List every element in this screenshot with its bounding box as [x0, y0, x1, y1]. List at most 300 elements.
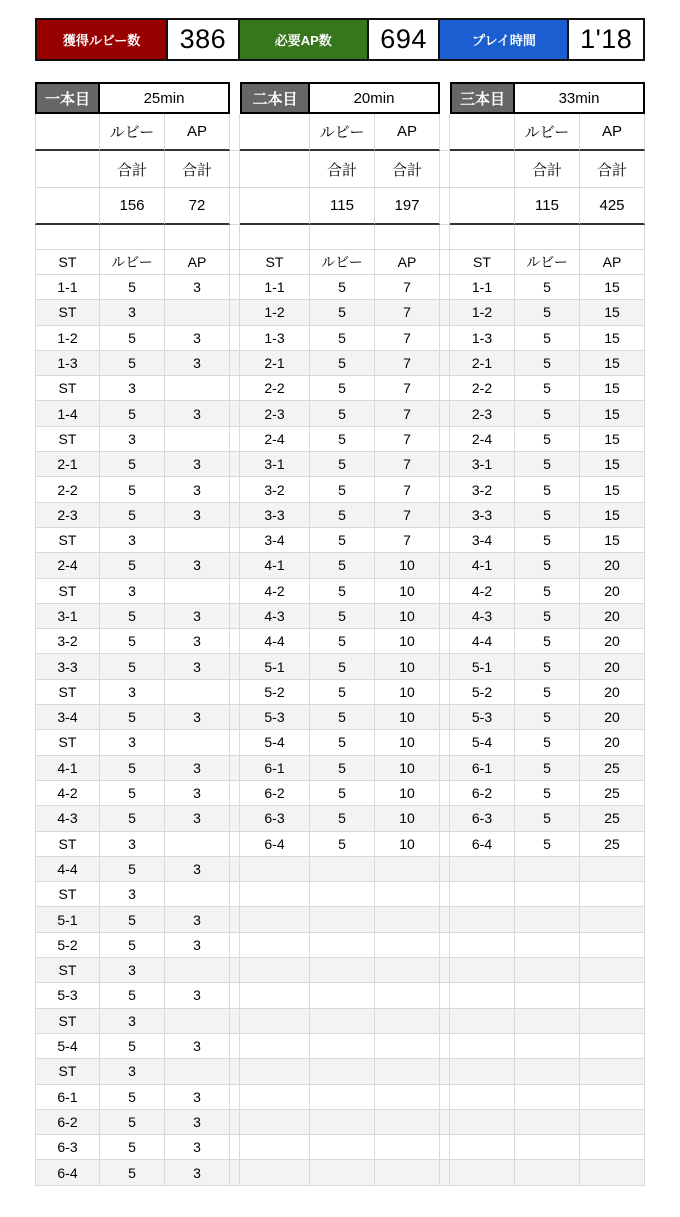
ap-cell[interactable] [165, 958, 230, 983]
stage-cell[interactable] [450, 1085, 515, 1110]
stage-cell[interactable]: 5-1 [35, 907, 100, 932]
stage-cell[interactable] [450, 983, 515, 1008]
stage-cell[interactable] [240, 1110, 310, 1135]
ap-cell[interactable] [375, 1059, 440, 1084]
ap-cell[interactable]: 15 [580, 300, 645, 325]
stage-cell[interactable]: 1-3 [240, 326, 310, 351]
stage-cell[interactable]: 3-2 [240, 477, 310, 502]
ap-cell[interactable] [165, 579, 230, 604]
ruby-cell[interactable]: 5 [515, 680, 580, 705]
stage-cell[interactable]: 1-2 [450, 300, 515, 325]
stage-cell[interactable] [240, 933, 310, 958]
stage-cell[interactable] [450, 1009, 515, 1034]
stage-cell[interactable]: ST [35, 680, 100, 705]
stage-cell[interactable] [240, 1160, 310, 1185]
ruby-cell[interactable]: 5 [515, 452, 580, 477]
ap-cell[interactable]: 15 [580, 477, 645, 502]
ap-cell[interactable]: 7 [375, 326, 440, 351]
ruby-cell[interactable] [515, 882, 580, 907]
ruby-cell[interactable] [310, 958, 375, 983]
ruby-cell[interactable]: 5 [310, 452, 375, 477]
ap-cell[interactable]: 20 [580, 553, 645, 578]
ruby-cell[interactable]: 5 [100, 907, 165, 932]
ap-cell[interactable] [580, 1059, 645, 1084]
ap-cell[interactable] [580, 882, 645, 907]
stage-cell[interactable]: 4-4 [240, 629, 310, 654]
stage-cell[interactable]: 6-4 [450, 832, 515, 857]
ruby-cell[interactable]: 5 [515, 477, 580, 502]
ruby-cell[interactable]: 5 [515, 351, 580, 376]
ruby-cell[interactable]: 5 [515, 781, 580, 806]
ap-cell[interactable] [375, 1034, 440, 1059]
ruby-cell[interactable]: 5 [100, 553, 165, 578]
ap-cell[interactable]: 3 [165, 781, 230, 806]
ruby-cell[interactable] [515, 1009, 580, 1034]
ruby-cell[interactable]: 3 [100, 730, 165, 755]
ap-cell[interactable]: 3 [165, 857, 230, 882]
ap-cell[interactable] [375, 1135, 440, 1160]
ap-cell[interactable]: 3 [165, 705, 230, 730]
ruby-cell[interactable] [310, 882, 375, 907]
stage-cell[interactable] [450, 857, 515, 882]
ap-cell[interactable] [375, 907, 440, 932]
ruby-cell[interactable]: 5 [515, 629, 580, 654]
stage-cell[interactable]: 6-3 [450, 806, 515, 831]
ap-cell[interactable] [165, 1059, 230, 1084]
ap-cell[interactable] [580, 933, 645, 958]
stage-cell[interactable] [450, 1135, 515, 1160]
stage-cell[interactable]: ST [35, 1059, 100, 1084]
stage-cell[interactable]: ST [35, 1009, 100, 1034]
ruby-cell[interactable]: 5 [515, 730, 580, 755]
ap-cell[interactable]: 3 [165, 326, 230, 351]
ap-cell[interactable] [165, 832, 230, 857]
stage-cell[interactable] [240, 1085, 310, 1110]
stage-cell[interactable]: 2-1 [450, 351, 515, 376]
ruby-cell[interactable]: 5 [515, 579, 580, 604]
ruby-cell[interactable]: 5 [100, 452, 165, 477]
ruby-cell[interactable] [515, 1034, 580, 1059]
stage-cell[interactable] [240, 983, 310, 1008]
ruby-cell[interactable]: 5 [100, 477, 165, 502]
ap-cell[interactable] [375, 933, 440, 958]
ap-cell[interactable] [580, 857, 645, 882]
stage-cell[interactable]: 2-2 [35, 477, 100, 502]
stage-cell[interactable]: 5-1 [240, 654, 310, 679]
stage-cell[interactable]: ST [35, 300, 100, 325]
stage-cell[interactable] [240, 1009, 310, 1034]
ap-cell[interactable]: 7 [375, 503, 440, 528]
ap-cell[interactable]: 3 [165, 477, 230, 502]
stage-cell[interactable]: 6-3 [240, 806, 310, 831]
stage-cell[interactable]: 3-2 [35, 629, 100, 654]
stage-cell[interactable]: 5-2 [35, 933, 100, 958]
ruby-cell[interactable]: 5 [100, 326, 165, 351]
stage-cell[interactable] [450, 1034, 515, 1059]
ap-cell[interactable]: 3 [165, 604, 230, 629]
ruby-cell[interactable]: 5 [515, 376, 580, 401]
stage-cell[interactable]: 3-1 [35, 604, 100, 629]
stage-cell[interactable]: ST [35, 528, 100, 553]
ap-cell[interactable] [375, 1160, 440, 1185]
ap-cell[interactable]: 15 [580, 503, 645, 528]
stage-cell[interactable]: 3-3 [450, 503, 515, 528]
ruby-cell[interactable]: 5 [310, 705, 375, 730]
ruby-cell[interactable]: 5 [310, 503, 375, 528]
stage-cell[interactable]: 1-1 [240, 275, 310, 300]
ap-cell[interactable]: 15 [580, 326, 645, 351]
ap-cell[interactable] [375, 882, 440, 907]
ap-cell[interactable]: 20 [580, 705, 645, 730]
ap-cell[interactable]: 10 [375, 629, 440, 654]
ap-cell[interactable]: 10 [375, 579, 440, 604]
stage-cell[interactable]: 6-2 [240, 781, 310, 806]
stage-cell[interactable]: 2-2 [450, 376, 515, 401]
ap-cell[interactable]: 3 [165, 907, 230, 932]
stage-cell[interactable]: 1-1 [35, 275, 100, 300]
ruby-cell[interactable]: 5 [310, 553, 375, 578]
ap-cell[interactable] [580, 983, 645, 1008]
ruby-cell[interactable]: 5 [310, 579, 375, 604]
stage-cell[interactable]: 3-4 [240, 528, 310, 553]
stage-cell[interactable]: 5-1 [450, 654, 515, 679]
ruby-cell[interactable]: 5 [515, 300, 580, 325]
ap-cell[interactable] [580, 958, 645, 983]
ap-cell[interactable]: 10 [375, 781, 440, 806]
stage-cell[interactable]: 3-4 [450, 528, 515, 553]
total-ruby-value[interactable]: 115 [515, 188, 580, 225]
ruby-cell[interactable]: 5 [100, 1085, 165, 1110]
ap-cell[interactable]: 3 [165, 1034, 230, 1059]
ap-cell[interactable] [165, 528, 230, 553]
stage-cell[interactable]: 4-2 [35, 781, 100, 806]
ap-cell[interactable]: 3 [165, 351, 230, 376]
ruby-cell[interactable]: 5 [515, 705, 580, 730]
stage-cell[interactable]: 4-2 [450, 579, 515, 604]
ruby-cell[interactable]: 5 [100, 933, 165, 958]
stage-cell[interactable]: 5-4 [240, 730, 310, 755]
ruby-cell[interactable]: 5 [100, 857, 165, 882]
stage-cell[interactable] [240, 1135, 310, 1160]
ap-cell[interactable]: 7 [375, 427, 440, 452]
ruby-cell[interactable]: 3 [100, 528, 165, 553]
ap-cell[interactable] [375, 1009, 440, 1034]
ap-cell[interactable]: 3 [165, 452, 230, 477]
stage-cell[interactable] [240, 1059, 310, 1084]
stage-cell[interactable]: 5-2 [240, 680, 310, 705]
ap-cell[interactable]: 7 [375, 275, 440, 300]
ruby-cell[interactable] [310, 933, 375, 958]
ruby-cell[interactable]: 3 [100, 300, 165, 325]
ruby-cell[interactable]: 5 [310, 326, 375, 351]
stage-cell[interactable]: 4-1 [450, 553, 515, 578]
ap-cell[interactable]: 3 [165, 983, 230, 1008]
stage-cell[interactable]: 2-4 [450, 427, 515, 452]
ruby-cell[interactable]: 5 [100, 629, 165, 654]
ap-cell[interactable] [580, 1135, 645, 1160]
ruby-cell[interactable]: 3 [100, 1009, 165, 1034]
ap-cell[interactable]: 3 [165, 1135, 230, 1160]
stage-cell[interactable]: ST [35, 730, 100, 755]
ruby-cell[interactable]: 3 [100, 832, 165, 857]
stage-cell[interactable]: 6-2 [450, 781, 515, 806]
ap-cell[interactable] [165, 376, 230, 401]
ap-cell[interactable]: 10 [375, 680, 440, 705]
ap-cell[interactable] [375, 958, 440, 983]
stage-cell[interactable]: ST [35, 376, 100, 401]
ruby-cell[interactable]: 5 [310, 832, 375, 857]
stage-cell[interactable]: 4-4 [35, 857, 100, 882]
ruby-cell[interactable]: 5 [100, 503, 165, 528]
ruby-cell[interactable] [515, 857, 580, 882]
ap-cell[interactable]: 20 [580, 680, 645, 705]
ruby-cell[interactable] [310, 1135, 375, 1160]
ap-cell[interactable]: 3 [165, 503, 230, 528]
stage-cell[interactable]: 1-3 [450, 326, 515, 351]
ap-cell[interactable]: 20 [580, 629, 645, 654]
ruby-cell[interactable]: 5 [100, 275, 165, 300]
ap-cell[interactable] [375, 1110, 440, 1135]
ruby-cell[interactable]: 3 [100, 680, 165, 705]
stage-cell[interactable] [240, 1034, 310, 1059]
stage-cell[interactable] [450, 1110, 515, 1135]
stage-cell[interactable] [450, 1059, 515, 1084]
total-ap-value[interactable]: 425 [580, 188, 645, 225]
stage-cell[interactable]: 2-4 [240, 427, 310, 452]
ap-cell[interactable]: 3 [165, 1110, 230, 1135]
ap-cell[interactable]: 15 [580, 528, 645, 553]
ap-cell[interactable]: 7 [375, 376, 440, 401]
ruby-cell[interactable]: 5 [310, 477, 375, 502]
ruby-cell[interactable]: 5 [100, 806, 165, 831]
ap-cell[interactable]: 15 [580, 376, 645, 401]
ap-cell[interactable]: 3 [165, 654, 230, 679]
ruby-cell[interactable] [310, 983, 375, 1008]
stage-cell[interactable]: 4-4 [450, 629, 515, 654]
ap-cell[interactable]: 10 [375, 705, 440, 730]
total-ap-value[interactable]: 72 [165, 188, 230, 225]
stage-cell[interactable]: 5-4 [450, 730, 515, 755]
ruby-cell[interactable]: 3 [100, 376, 165, 401]
stage-cell[interactable]: 4-3 [450, 604, 515, 629]
ap-cell[interactable]: 25 [580, 832, 645, 857]
ruby-cell[interactable]: 5 [100, 983, 165, 1008]
ruby-cell[interactable]: 5 [100, 1160, 165, 1185]
ruby-cell[interactable] [515, 1059, 580, 1084]
stage-cell[interactable]: 3-1 [450, 452, 515, 477]
ruby-cell[interactable]: 5 [310, 275, 375, 300]
stage-cell[interactable]: ST [35, 958, 100, 983]
ruby-cell[interactable]: 5 [515, 756, 580, 781]
ap-cell[interactable]: 3 [165, 756, 230, 781]
total-ap-value[interactable]: 197 [375, 188, 440, 225]
stage-cell[interactable]: 1-4 [35, 401, 100, 426]
ap-cell[interactable] [375, 857, 440, 882]
ruby-cell[interactable]: 5 [310, 680, 375, 705]
stage-cell[interactable] [240, 907, 310, 932]
ap-cell[interactable] [165, 427, 230, 452]
stage-cell[interactable]: 5-2 [450, 680, 515, 705]
stage-cell[interactable]: 6-4 [240, 832, 310, 857]
stage-cell[interactable] [450, 907, 515, 932]
ruby-cell[interactable]: 5 [310, 629, 375, 654]
ruby-cell[interactable]: 5 [310, 300, 375, 325]
ap-cell[interactable] [580, 1009, 645, 1034]
stage-cell[interactable]: 6-1 [240, 756, 310, 781]
ap-cell[interactable]: 20 [580, 730, 645, 755]
ap-cell[interactable]: 7 [375, 401, 440, 426]
stage-cell[interactable]: 6-1 [35, 1085, 100, 1110]
stage-cell[interactable]: 6-2 [35, 1110, 100, 1135]
ap-cell[interactable]: 3 [165, 629, 230, 654]
stage-cell[interactable] [240, 882, 310, 907]
ruby-cell[interactable]: 5 [310, 401, 375, 426]
ruby-cell[interactable]: 5 [310, 427, 375, 452]
ap-cell[interactable] [165, 882, 230, 907]
stage-cell[interactable]: ST [35, 882, 100, 907]
ap-cell[interactable]: 10 [375, 806, 440, 831]
ap-cell[interactable] [165, 680, 230, 705]
ap-cell[interactable]: 10 [375, 756, 440, 781]
ap-cell[interactable] [375, 1085, 440, 1110]
ruby-cell[interactable]: 5 [100, 351, 165, 376]
stage-cell[interactable]: 3-3 [35, 654, 100, 679]
ruby-cell[interactable]: 5 [515, 604, 580, 629]
ruby-cell[interactable] [310, 1110, 375, 1135]
stage-cell[interactable]: 1-2 [240, 300, 310, 325]
ruby-cell[interactable] [515, 983, 580, 1008]
stage-cell[interactable]: 4-3 [35, 806, 100, 831]
stage-cell[interactable]: ST [35, 427, 100, 452]
ruby-cell[interactable]: 3 [100, 579, 165, 604]
ruby-cell[interactable]: 5 [310, 376, 375, 401]
stage-cell[interactable]: 2-3 [35, 503, 100, 528]
ap-cell[interactable]: 15 [580, 452, 645, 477]
stage-cell[interactable]: 2-2 [240, 376, 310, 401]
stage-cell[interactable]: 4-1 [240, 553, 310, 578]
ruby-cell[interactable]: 5 [515, 832, 580, 857]
ruby-cell[interactable]: 5 [100, 1135, 165, 1160]
stage-cell[interactable]: 5-3 [450, 705, 515, 730]
ruby-cell[interactable]: 5 [515, 654, 580, 679]
ap-cell[interactable] [375, 983, 440, 1008]
ap-cell[interactable]: 10 [375, 730, 440, 755]
ap-cell[interactable]: 10 [375, 553, 440, 578]
ap-cell[interactable]: 7 [375, 351, 440, 376]
ruby-cell[interactable] [310, 1059, 375, 1084]
stage-cell[interactable]: 3-3 [240, 503, 310, 528]
ruby-cell[interactable] [515, 1160, 580, 1185]
ap-cell[interactable] [580, 1160, 645, 1185]
ap-cell[interactable]: 10 [375, 832, 440, 857]
ap-cell[interactable] [165, 730, 230, 755]
ap-cell[interactable]: 10 [375, 654, 440, 679]
ap-cell[interactable]: 25 [580, 806, 645, 831]
ruby-cell[interactable]: 5 [310, 730, 375, 755]
stage-cell[interactable]: 4-1 [35, 756, 100, 781]
ruby-cell[interactable] [515, 1135, 580, 1160]
stage-cell[interactable]: ST [35, 579, 100, 604]
ruby-cell[interactable]: 5 [515, 553, 580, 578]
ruby-cell[interactable] [310, 1160, 375, 1185]
ap-cell[interactable] [580, 1110, 645, 1135]
ruby-cell[interactable]: 5 [100, 604, 165, 629]
ruby-cell[interactable] [310, 1009, 375, 1034]
ruby-cell[interactable]: 5 [515, 528, 580, 553]
ruby-cell[interactable] [515, 933, 580, 958]
stage-cell[interactable]: 2-3 [450, 401, 515, 426]
ap-cell[interactable]: 25 [580, 756, 645, 781]
ruby-cell[interactable] [515, 907, 580, 932]
ruby-cell[interactable]: 3 [100, 958, 165, 983]
ap-cell[interactable] [165, 1009, 230, 1034]
stage-cell[interactable]: 6-4 [35, 1160, 100, 1185]
ruby-cell[interactable] [515, 1110, 580, 1135]
ruby-cell[interactable]: 3 [100, 882, 165, 907]
ap-cell[interactable]: 7 [375, 528, 440, 553]
ruby-cell[interactable]: 5 [310, 528, 375, 553]
ap-cell[interactable]: 3 [165, 553, 230, 578]
stage-cell[interactable] [450, 933, 515, 958]
ap-cell[interactable]: 15 [580, 401, 645, 426]
stage-cell[interactable]: 2-1 [240, 351, 310, 376]
ap-cell[interactable]: 3 [165, 1160, 230, 1185]
ruby-cell[interactable] [310, 1034, 375, 1059]
stage-cell[interactable]: 4-2 [240, 579, 310, 604]
stage-cell[interactable]: 6-3 [35, 1135, 100, 1160]
stage-cell[interactable]: 2-4 [35, 553, 100, 578]
ruby-cell[interactable]: 5 [100, 1110, 165, 1135]
ruby-cell[interactable]: 5 [310, 756, 375, 781]
ruby-cell[interactable]: 5 [100, 756, 165, 781]
stage-cell[interactable]: 5-4 [35, 1034, 100, 1059]
ruby-cell[interactable] [310, 1085, 375, 1110]
ap-cell[interactable]: 20 [580, 579, 645, 604]
ruby-cell[interactable]: 5 [100, 781, 165, 806]
ap-cell[interactable]: 3 [165, 933, 230, 958]
ap-cell[interactable]: 7 [375, 452, 440, 477]
ap-cell[interactable]: 25 [580, 781, 645, 806]
ap-cell[interactable]: 7 [375, 300, 440, 325]
ap-cell[interactable] [580, 1034, 645, 1059]
ap-cell[interactable]: 20 [580, 604, 645, 629]
ap-cell[interactable]: 15 [580, 351, 645, 376]
stage-cell[interactable]: 2-1 [35, 452, 100, 477]
ap-cell[interactable]: 3 [165, 401, 230, 426]
ruby-cell[interactable]: 5 [100, 654, 165, 679]
total-ruby-value[interactable]: 115 [310, 188, 375, 225]
ap-cell[interactable] [580, 907, 645, 932]
ap-cell[interactable] [580, 1085, 645, 1110]
ruby-cell[interactable]: 5 [515, 427, 580, 452]
ruby-cell[interactable] [515, 1085, 580, 1110]
ruby-cell[interactable] [310, 907, 375, 932]
stage-cell[interactable] [240, 958, 310, 983]
ap-cell[interactable]: 3 [165, 275, 230, 300]
ap-cell[interactable]: 15 [580, 275, 645, 300]
stage-cell[interactable]: 1-1 [450, 275, 515, 300]
stage-cell[interactable]: 1-2 [35, 326, 100, 351]
ap-cell[interactable]: 3 [165, 806, 230, 831]
ruby-cell[interactable]: 5 [515, 275, 580, 300]
stage-cell[interactable]: 3-4 [35, 705, 100, 730]
stage-cell[interactable]: 1-3 [35, 351, 100, 376]
ruby-cell[interactable]: 5 [100, 1034, 165, 1059]
stage-cell[interactable]: 2-3 [240, 401, 310, 426]
ruby-cell[interactable]: 5 [310, 604, 375, 629]
ap-cell[interactable]: 7 [375, 477, 440, 502]
ruby-cell[interactable] [310, 857, 375, 882]
